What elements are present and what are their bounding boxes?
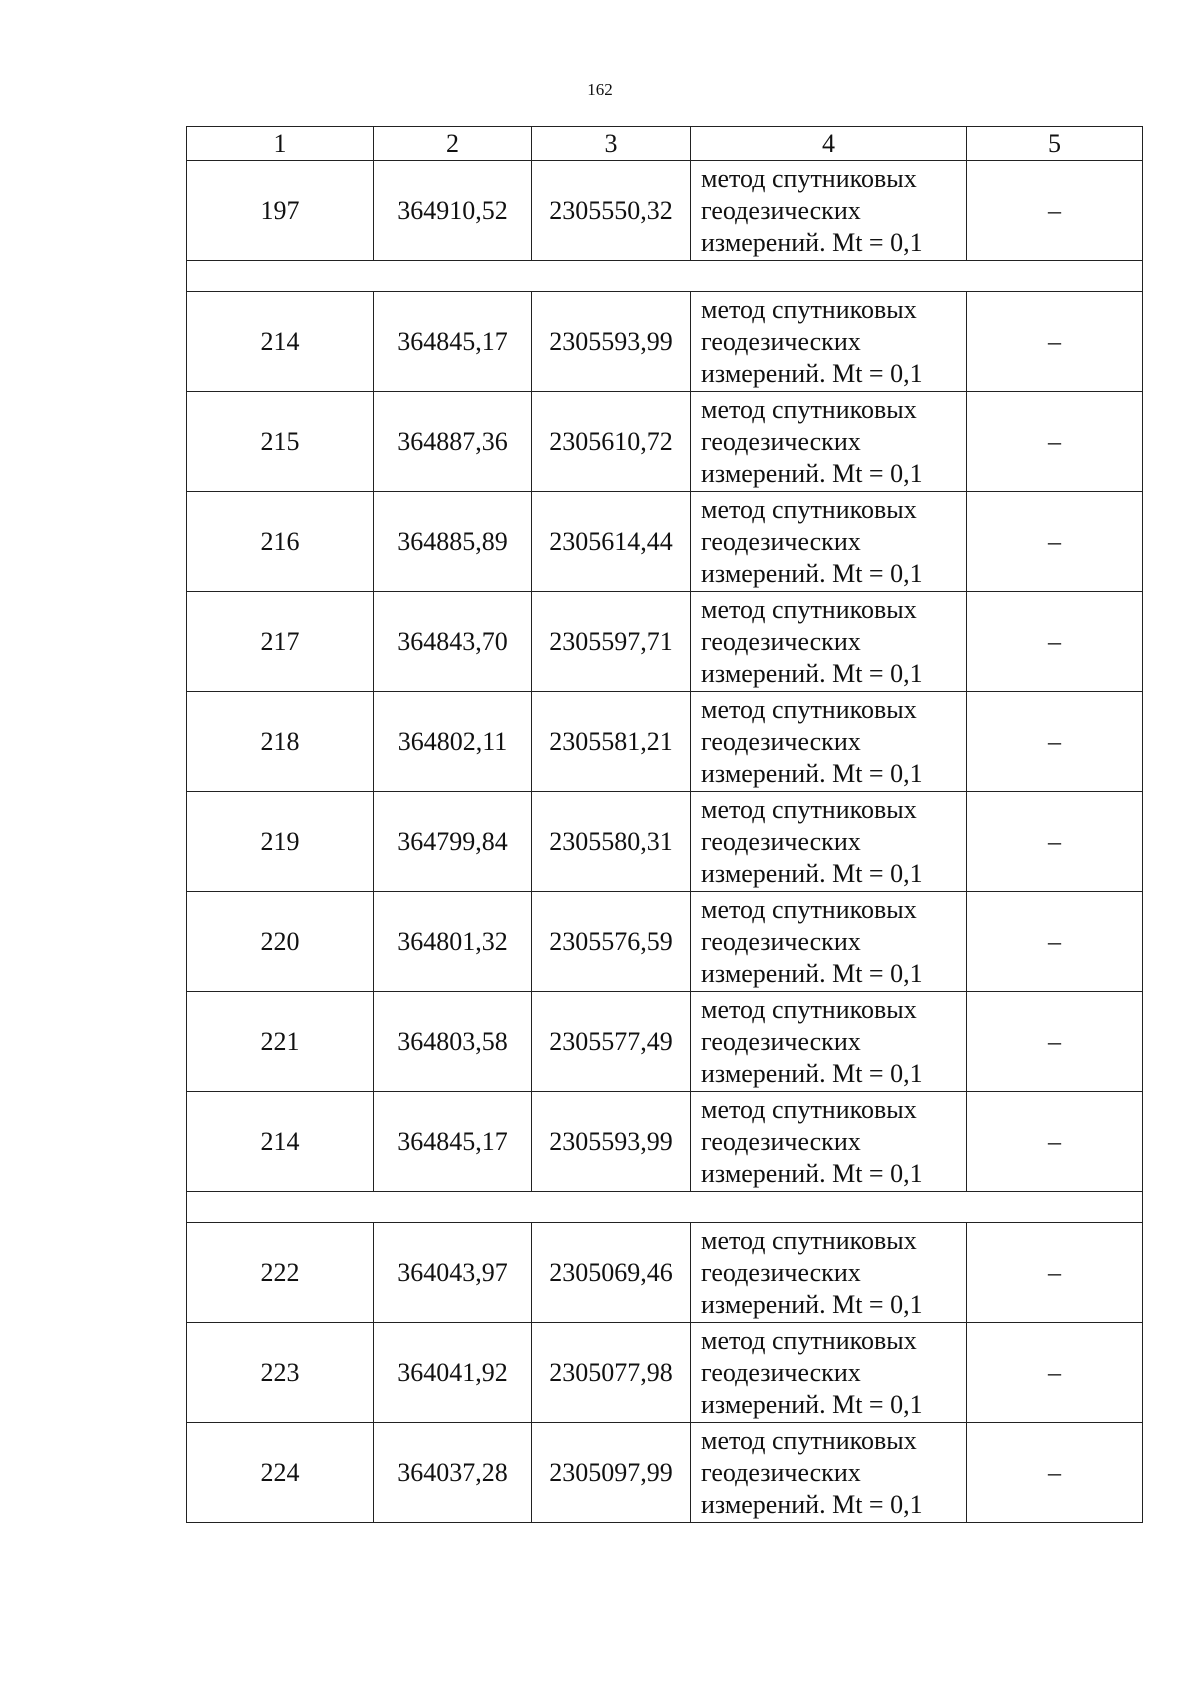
- method-cell: метод спутниковых геодезических измерений. Mt = 0,1: [691, 161, 967, 261]
- description-cell: –: [967, 592, 1143, 692]
- point-number-cell: 220: [187, 892, 374, 992]
- coord-y-cell: 2305593,99: [532, 292, 691, 392]
- header-cell-2: 2: [374, 127, 532, 161]
- description-cell: –: [967, 1323, 1143, 1423]
- method-cell: метод спутниковых геодезических измерений. Mt = 0,1: [691, 492, 967, 592]
- header-cell-3: 3: [532, 127, 691, 161]
- point-number-cell: 223: [187, 1323, 374, 1423]
- method-cell: метод спутниковых геодезических измерений. Mt = 0,1: [691, 692, 967, 792]
- method-cell: метод спутниковых геодезических измерений. Mt = 0,1: [691, 892, 967, 992]
- point-number-cell: 215: [187, 392, 374, 492]
- table-row: [187, 692, 1143, 792]
- point-number-cell: 217: [187, 592, 374, 692]
- point-number-cell: 224: [187, 1423, 374, 1523]
- page-number: 162: [587, 80, 613, 99]
- description-cell: –: [967, 692, 1143, 792]
- description-cell: –: [967, 292, 1143, 392]
- table-row: [187, 892, 1143, 992]
- coord-y-cell: 2305593,99: [532, 1092, 691, 1192]
- table-row: [187, 592, 1143, 692]
- header-row: [187, 127, 1143, 161]
- coord-y-cell: 2305580,31: [532, 792, 691, 892]
- point-number-cell: 214: [187, 1092, 374, 1192]
- method-cell: метод спутниковых геодезических измерений. Mt = 0,1: [691, 1223, 967, 1323]
- point-number-cell: 216: [187, 492, 374, 592]
- point-number-cell: 219: [187, 792, 374, 892]
- coord-y-cell: 2305610,72: [532, 392, 691, 492]
- coord-y-cell: 2305577,49: [532, 992, 691, 1092]
- table-row: [187, 1092, 1143, 1192]
- method-cell: метод спутниковых геодезических измерений. Mt = 0,1: [691, 392, 967, 492]
- point-number-cell: 221: [187, 992, 374, 1092]
- point-number-cell: 222: [187, 1223, 374, 1323]
- coord-x-cell: 364803,58: [374, 992, 532, 1092]
- method-cell: метод спутниковых геодезических измерений. Mt = 0,1: [691, 992, 967, 1092]
- header-cell-1: 1: [187, 127, 374, 161]
- method-cell: метод спутниковых геодезических измерений. Mt = 0,1: [691, 592, 967, 692]
- coord-x-cell: 364041,92: [374, 1323, 532, 1423]
- table-row: [187, 792, 1143, 892]
- header-cell-5: 5: [967, 127, 1143, 161]
- coord-y-cell: 2305097,99: [532, 1423, 691, 1523]
- description-cell: –: [967, 992, 1143, 1092]
- table-row: [187, 1223, 1143, 1323]
- table-row: [187, 992, 1143, 1092]
- separator-row: [187, 261, 1143, 292]
- point-number-cell: 214: [187, 292, 374, 392]
- table-row: [187, 161, 1143, 261]
- description-cell: –: [967, 392, 1143, 492]
- coord-x-cell: 364887,36: [374, 392, 532, 492]
- coord-x-cell: 364845,17: [374, 292, 532, 392]
- description-cell: –: [967, 1092, 1143, 1192]
- table-row: [187, 1323, 1143, 1423]
- method-cell: метод спутниковых геодезических измерений. Mt = 0,1: [691, 1423, 967, 1523]
- coord-y-cell: 2305614,44: [532, 492, 691, 592]
- coord-x-cell: 364801,32: [374, 892, 532, 992]
- point-number-cell: 197: [187, 161, 374, 261]
- header-cell-4: 4: [691, 127, 967, 161]
- coord-x-cell: 364845,17: [374, 1092, 532, 1192]
- coord-y-cell: 2305069,46: [532, 1223, 691, 1323]
- separator-row: [187, 1192, 1143, 1223]
- table-body: [187, 161, 1143, 1523]
- description-cell: –: [967, 1223, 1143, 1323]
- table-row: [187, 392, 1143, 492]
- point-number-cell: 218: [187, 692, 374, 792]
- separator-cell: [187, 261, 1143, 292]
- method-cell: метод спутниковых геодезических измерений. Mt = 0,1: [691, 1092, 967, 1192]
- coord-y-cell: 2305597,71: [532, 592, 691, 692]
- coord-x-cell: 364885,89: [374, 492, 532, 592]
- coord-x-cell: 364843,70: [374, 592, 532, 692]
- coord-y-cell: 2305550,32: [532, 161, 691, 261]
- description-cell: –: [967, 892, 1143, 992]
- separator-cell: [187, 1192, 1143, 1223]
- coord-y-cell: 2305077,98: [532, 1323, 691, 1423]
- coord-y-cell: 2305576,59: [532, 892, 691, 992]
- description-cell: –: [967, 161, 1143, 261]
- coord-x-cell: 364043,97: [374, 1223, 532, 1323]
- method-cell: метод спутниковых геодезических измерений. Mt = 0,1: [691, 792, 967, 892]
- coord-x-cell: 364799,84: [374, 792, 532, 892]
- coordinates-table: [186, 126, 1143, 1523]
- coord-x-cell: 364037,28: [374, 1423, 532, 1523]
- coord-y-cell: 2305581,21: [532, 692, 691, 792]
- method-cell: метод спутниковых геодезических измерений. Mt = 0,1: [691, 1323, 967, 1423]
- coord-x-cell: 364802,11: [374, 692, 532, 792]
- description-cell: –: [967, 1423, 1143, 1523]
- table-row: [187, 292, 1143, 392]
- description-cell: –: [967, 792, 1143, 892]
- method-cell: метод спутниковых геодезических измерений. Mt = 0,1: [691, 292, 967, 392]
- description-cell: –: [967, 492, 1143, 592]
- table-row: [187, 492, 1143, 592]
- table-row: [187, 1423, 1143, 1523]
- coord-x-cell: 364910,52: [374, 161, 532, 261]
